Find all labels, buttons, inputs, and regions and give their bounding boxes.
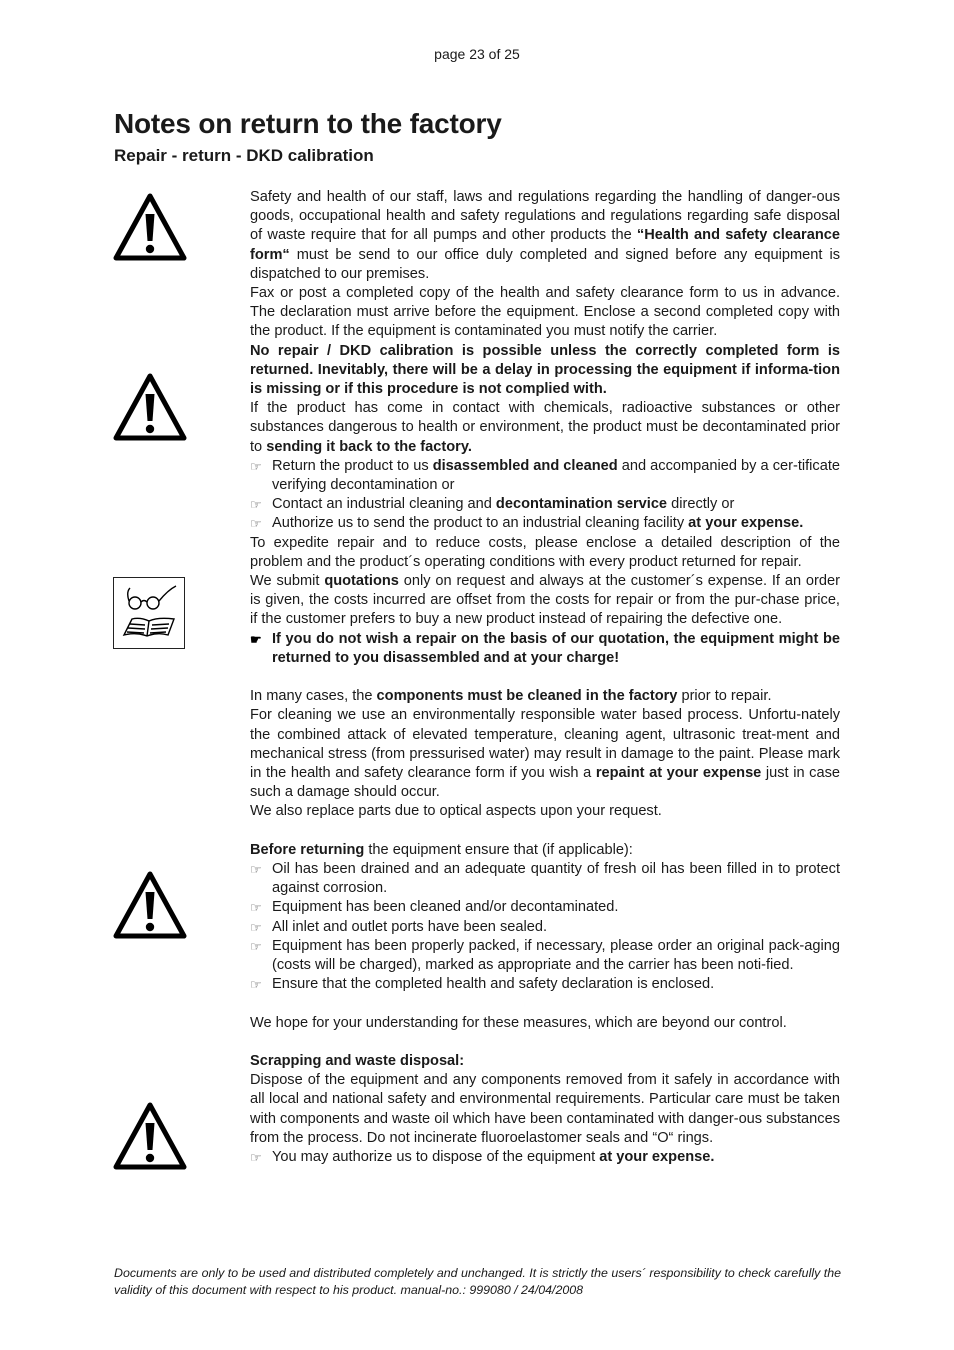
list-item: ☞ All inlet and outlet ports have been sealed. [250, 918, 840, 937]
page-number: page 23 of 25 [434, 46, 520, 62]
pointing-hand-icon: ☞ [250, 977, 262, 993]
paragraph: If the product has come in contact with chemicals, radioactive substances or other substances dangerous to health or environment, the product must be decontaminated prior to sending it back to the factory. [250, 400, 840, 455]
warning-icon [112, 370, 188, 444]
pointing-hand-icon: ☞ [250, 516, 262, 532]
paragraph: We also replace parts due to optical aspects upon your request. [250, 803, 662, 820]
pointing-hand-icon: ☛ [250, 631, 262, 647]
page-title: Notes on return to the factory [114, 108, 502, 139]
paragraph: Safety and health of our staff, laws and regulations regarding the handling of danger-ous goods, occupational health and safety regulations and regulations regarding safe disposal of waste require that for all pumps and other products the “Health and safety clearance form“ must be send to our office duly completed and signed before any equipment is dispatched to our premises. [250, 189, 840, 282]
paragraph: Fax or post a completed copy of the health and safety clearance form to us in advance. The declaration must arrive before the equipment. Enclose a second completed copy with the product. If the equipment is contaminated you must notify the carrier. [250, 285, 840, 340]
pointing-hand-icon: ☞ [250, 497, 262, 513]
paragraph: We submit quotations only on request and always at the customer´s expense. If an order is given, the costs incurred are offset from the costs for repair or from the pur-chase price, if the customer prefers to buy a new product instead of repairing the defective one. [250, 573, 840, 628]
paragraph: Before returning the equipment ensure that (if applicable): [250, 841, 633, 858]
footer-disclaimer: Documents are only to be used and distributed completely and unchanged. It is strictly the users´ responsibility to check carefully the validity of this document with respect to his product. manual-no.: 999080 / 24/04/2008 [114, 1266, 841, 1297]
body-text [250, 188, 840, 1167]
pointing-hand-icon: ☞ [250, 900, 262, 916]
pointing-hand-icon: ☞ [250, 938, 262, 954]
warning-icon [112, 1099, 188, 1173]
paragraph: For cleaning we use an environmentally responsible water based process. Unfortu-nately the combined attack of elevated temperature, cleaning agent, ultrasonic treat-ment and mechanical stress (from pressurised water) may result in damage to the paint. Please mark in the health and safety clearance form if you wish a repaint at your expense just in case such a damage should occur. [250, 707, 840, 801]
pointing-hand-icon: ☞ [250, 1150, 262, 1166]
list-item: ☞ Oil has been drained and an adequate quantity of fresh oil has been filled in to protect against corrosion. [250, 861, 840, 897]
list-item: ☞ Equipment has been properly packed, if necessary, please order an original pack-aging (costs will be charged), marked as appropriate and the carrier has been noti-fied. [250, 937, 840, 974]
section-heading: Scrapping and waste disposal: [250, 1053, 465, 1070]
list-item: ☞ You may authorize us to dispose of the equipment at your expense. [250, 1148, 840, 1167]
warning-icon [112, 190, 188, 264]
paragraph: Dispose of the equipment and any components removed from it safely in accordance with all local and national safety and environmental requirements. Particular care must be taken with components and waste oil which have been contaminated with danger-ous substances from the process. Do not incinerate fluoroelastomer seals and “O“ rings. [250, 1072, 840, 1146]
paragraph: We hope for your understanding for these measures, which are beyond our control. [250, 1014, 787, 1031]
list-item: ☛ If you do not wish a repair on the basis of our quotation, the equipment might be returned to you disassembled and at your charge! [250, 630, 840, 666]
list-item: ☞ Authorize us to send the product to an industrial cleaning facility at your expense. [250, 514, 840, 533]
pointing-hand-icon: ☞ [250, 862, 262, 878]
list-item: ☞ Equipment has been cleaned and/or decontaminated. [250, 898, 840, 917]
list-item: ☞ Contact an industrial cleaning and decontamination service directly or [250, 495, 840, 514]
list-item: ☞ Ensure that the completed health and safety declaration is enclosed. [250, 975, 840, 994]
warning-icon [112, 868, 188, 942]
page-subtitle: Repair - return - DKD calibration [114, 146, 374, 165]
pointing-hand-icon: ☞ [250, 919, 262, 935]
glasses-book-icon [113, 577, 185, 649]
paragraph: In many cases, the components must be cleaned in the factory prior to repair. [250, 688, 772, 705]
pointing-hand-icon: ☞ [250, 458, 262, 474]
paragraph: To expedite repair and to reduce costs, please enclose a detailed description of the problem and the product´s operating conditions with every product returned for repair. [250, 534, 840, 570]
paragraph-bold: No repair / DKD calibration is possible unless the correctly completed form is returned. Inevitably, there will be a delay in processing the equipment if informa-tion is missing or if this procedure is not complied with. [250, 342, 840, 398]
list-item: ☞ Return the product to us disassembled and cleaned and accompanied by a cer-tificate verifying decontamination or [250, 457, 841, 494]
